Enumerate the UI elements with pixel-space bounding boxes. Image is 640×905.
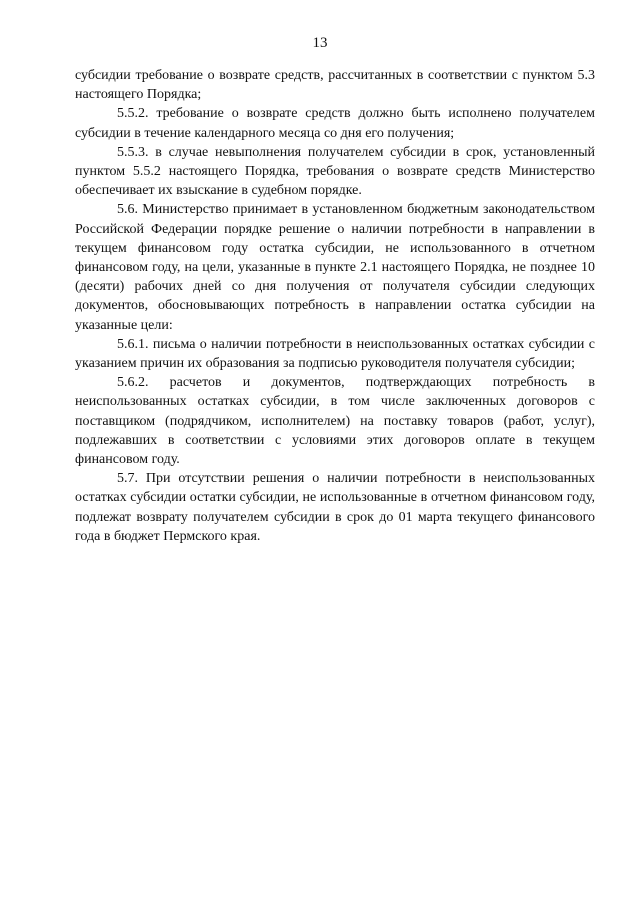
paragraph-5-5-2: 5.5.2. требование о возврате средств должно быть исполнено получателем субсидии в течение календарного месяца со дня его получения; [75,106,595,141]
paragraph-5-7: 5.7. При отсутствии решения о наличии потребности в неиспользованных остатках субсидии остатки субсидии, не использованные в отчетном финансовом году, подлежат возврату получателем субсидии в срок до 01 марта текущего финансового года в бюджет Пермского края. [75,471,595,544]
paragraph-5-5-3: 5.5.3. в случае невыполнения получателем субсидии в срок, установленный пунктом 5.5.2 настоящего Порядка, требования о возврате средств Министерство обеспечивает их взыскание в судебном порядке. [75,144,595,199]
page-number: 13 [312,35,328,51]
paragraph-5-6-1: 5.6.1. письма о наличии потребности в неиспользованных остатках субсидии с указанием причин их образования за подписью руководителя получателя субсидии; [75,336,595,372]
document-body [75,66,595,546]
paragraph-5-6-2: 5.6.2. расчетов и документов, подтверждающих потребность в неиспользованных остатках субсидии, в том числе заключенных договоров с поставщиком (подрядчиком, исполнителем) на поставку товаров (работ, услуг), подлежавших в соответствии с условиями этих договоров оплате в текущем финансовом году. [75,375,595,468]
paragraph-5-6: 5.6. Министерство принимает в установленном бюджетным законодательством Российской Федерации порядке решение о наличии потребности в направлении в текущем финансовом году остатка субсидии, не использованного в отчетном финансовом году, на цели, указанные в пункте 2.1 настоящего Порядка, не позднее 10 (десяти) рабочих дней со дня получения от получателя субсидии следующих документов, обосновывающих потребность в направлении остатка субсидии на указанные цели: [75,202,595,333]
paragraph-continuation: субсидии требование о возврате средств, рассчитанных в соответствии с пунктом 5.3 настоящего Порядка; [75,68,595,103]
